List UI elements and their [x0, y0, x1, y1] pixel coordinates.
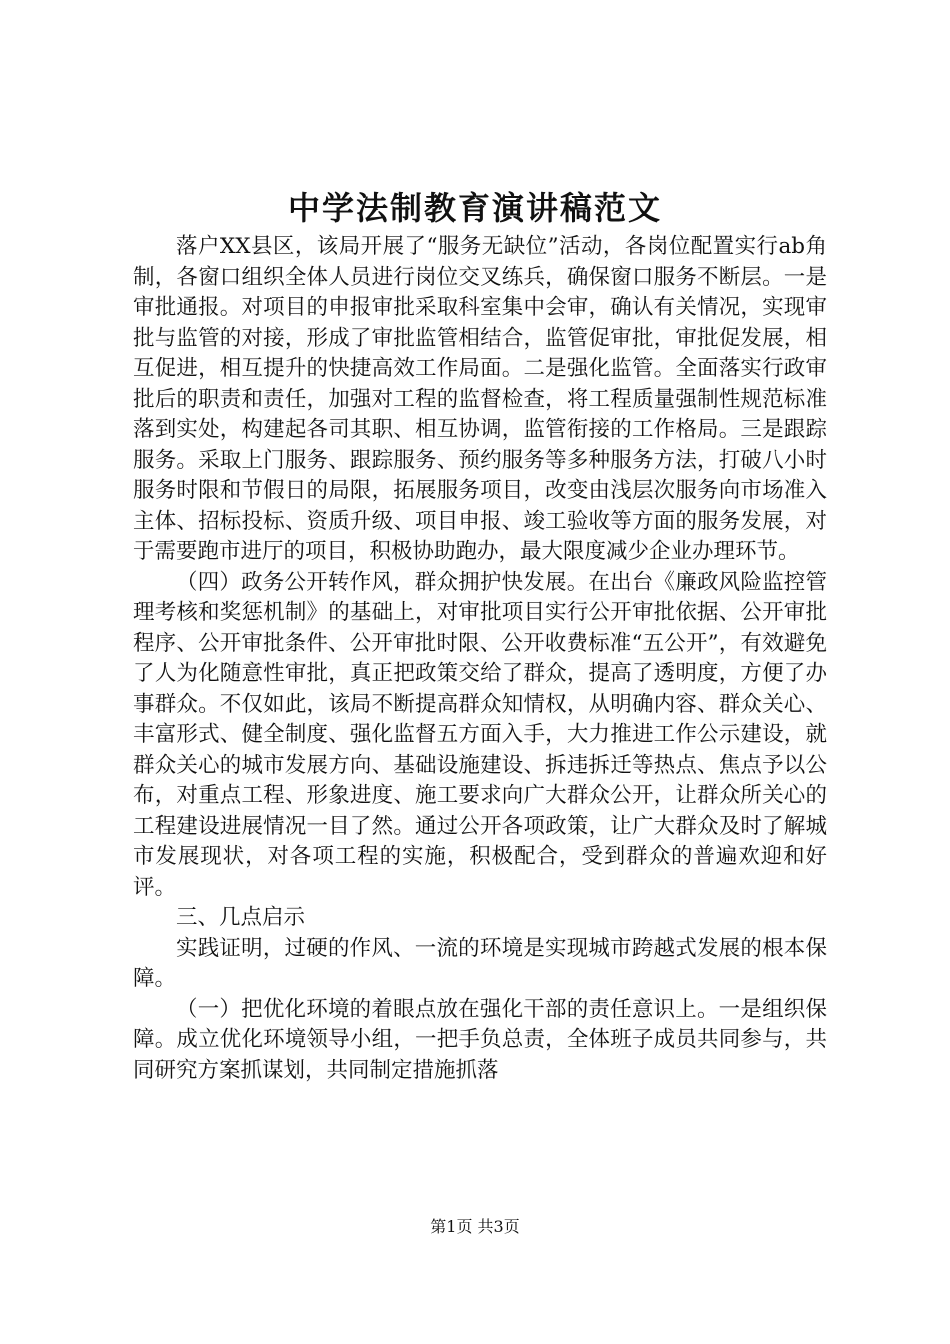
paragraph: （四）政务公开转作风，群众拥护快发展。在出台《廉政风险监控管理考核和奖惩机制》的基础上，对审批项目实行公开审批依据、公开审批程序、公开审批条件、公开审批时限、公开收费标准“五公开”，有效避免了人为化随意性审批，真正把政策交给了群众，提高了透明度，方便了办事群众。不仅如此，该局不断提高群众知情权，从明确内容、群众关心、丰富形式、健全制度、强化监督五方面入手，大力推进工作公示建设，就群众关心的城市发展方向、基础设施建设、拆违拆迁等热点、焦点予以公布，对重点工程、形象进度、施工要求向广大群众公开，让群众所关心的工程建设进展情况一目了然。通过公开各项政策，让广大群众及时了解城市发展现状，对各项工程的实施，积极配合，受到群众的普遍欢迎和好评。 [133, 569, 827, 900]
paragraph: （一）把优化环境的着眼点放在强化干部的责任意识上。一是组织保障。成立优化环境领导小组，一把手负总责，全体班子成员共同参与，共同研究方案抓谋划，共同制定措施抓落 [133, 996, 827, 1083]
section-heading: 三、几点启示 [176, 905, 306, 930]
document-body [133, 232, 827, 1086]
paragraph: 实践证明，过硬的作风、一流的环境是实现城市跨越式发展的根本保障。 [133, 935, 827, 991]
document-title: 中学法制教育演讲稿范文 [287, 189, 662, 227]
page-number-footer: 第1页 共3页 [430, 1217, 520, 1236]
paragraph: 落户XX县区，该局开展了“服务无缺位”活动，各岗位配置实行ab角制，各窗口组织全体人员进行岗位交叉练兵，确保窗口服务不断层。一是审批通报。对项目的申报审批采取科室集中会审，确认有关情况，实现审批与监管的对接，形成了审批监管相结合，监管促审批，审批促发展，相互促进，相互提升的快捷高效工作局面。二是强化监管。全面落实行政审批后的职责和责任，加强对工程的监督检查，将工程质量强制性规范标准落到实处，构建起各司其职、相互协调，监管衔接的工作格局。三是跟踪服务。采取上门服务、跟踪服务、预约服务等多种服务方法，打破八小时服务时限和节假日的局限，拓展服务项目，改变由浅层次服务向市场准入主体、招标投标、资质升级、项目申报、竣工验收等方面的服务发展，对于需要跑市进厅的项目，积极协助跑办，最大限度减少企业办理环节。 [133, 234, 827, 564]
